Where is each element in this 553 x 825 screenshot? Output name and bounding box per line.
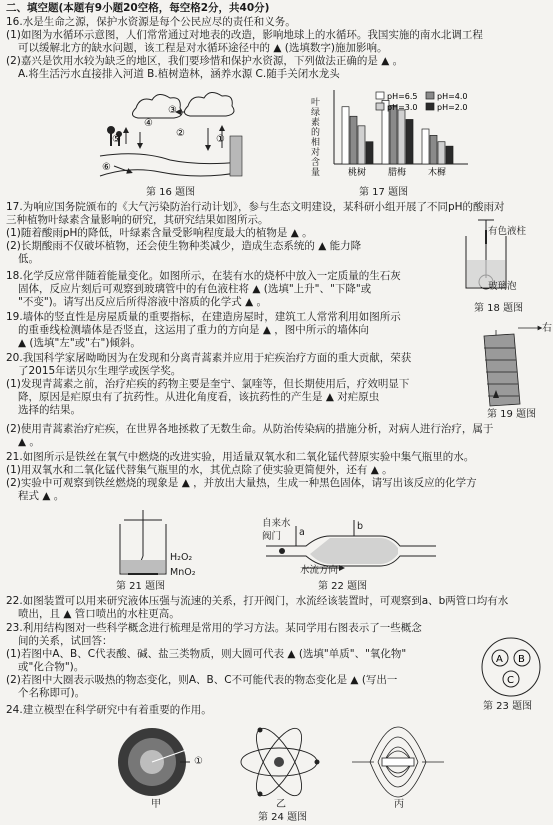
label-1: ① [216,134,225,145]
q20-line1: 20.我国科学家屠呦呦因为在发现和分离青蒿素并应用于疟疾治疗方面的重大贡献，荣获 [6,352,412,364]
fig23-caption: 第 23 题图 [483,701,533,712]
question-22 [6,595,547,621]
bar-2-0 [422,129,429,164]
legend-label: pH=4.0 [437,92,468,101]
bar-2-2 [438,142,445,164]
q23-line6: 个名称即可)。 [18,687,86,699]
circle-a-label: A [496,654,503,665]
legend-swatch [426,103,434,110]
label-4: ④ [144,118,153,129]
fig19-caption: 第 19 题图 [487,409,537,420]
fig18-caption: 第 18 题图 [474,303,524,314]
q23-line4: 或"化合物")。 [18,661,85,673]
magnetic-field-model [348,722,448,802]
chlorophyll-bar-chart [328,86,476,186]
concept-circles-diagram [480,636,542,698]
q20-line5: 选择的结果。 [18,404,81,416]
q22-line1: 22.如图装置可以用来研究液体压强与流速的关系，打开阀门，水流经该装置时，可观察到a、b两管口均有水 [6,595,509,607]
x-tick-label: 木樨 [428,168,447,178]
q16-line1: 16.水是生命之源，保护水资源是每个公民应尽的责任和义务。 [6,16,296,28]
question-24: 24.建立模型在科学研究中有着重要的作用。 [6,704,212,716]
q17-line4: (2)长期酸雨不仅破坏植物，还会使生物种类减少，造成生态系统的 ▲ 能力降 [6,240,362,252]
mno2-label: MnO₂ [170,567,196,578]
q19-line2: 的重垂线检测墙体是否竖直，这运用了重力的方向是 ▲ ，图中所示的墙体向 [18,324,369,336]
label-circle-1: ① [194,756,203,767]
fig16-caption: 第 16 题图 [146,187,196,198]
label-5: ⑤ [112,134,121,145]
q17-line3: (1)随着酸雨pH的降低，叶绿素含量受影响程度最大的植物是 ▲ 。 [6,227,313,239]
water-cycle-diagram [96,86,246,184]
bar-0-2 [358,126,365,164]
fig17-caption: 第 17 题图 [359,187,409,198]
question-20 [6,352,476,417]
bar-magnet-icon [382,758,414,766]
circle-b-label: B [518,654,525,665]
fig24-sub-a: 甲 [151,799,161,810]
question-16 [6,16,547,81]
bar-1-2 [398,110,405,164]
bar-2-3 [446,146,453,164]
q21-line4: 程式 ▲ 。 [18,490,65,502]
fig22-caption: 第 22 题图 [318,581,368,592]
bar-0-0 [342,107,349,164]
q18-line1: 18.化学反应常伴随着能量变化。如图所示，在装有水的烧杯中放入一定质量的生石灰 [6,270,401,282]
fig21-caption: 第 21 题图 [116,581,166,592]
bar-1-1 [390,105,397,164]
q20-line3: (1)发现青蒿素之前，治疗疟疾的药物主要是奎宁、氯喹等，但长期使用后，疗效明显下 [6,378,410,390]
q16-line4: (2)嘉兴是饮用水较为缺乏的地区，我们要珍惜和保护水资源，下列做法正确的是 ▲ 。 [6,55,404,67]
q21-line1: 21.如图所示是铁丝在氧气中燃烧的改进实验，用适量双氧水和二氧化锰代替原实验中集气瓶里的水。 [6,451,475,463]
nucleus-icon [274,757,284,767]
label-3: ③ [168,105,177,116]
legend-swatch [376,103,384,110]
legend-label: pH=3.0 [387,103,418,112]
q17-line5: 低。 [18,253,39,265]
question-20b [6,423,547,449]
q16-line3: 可以缓解北方的缺水问题，该工程是对水循环途径中的 ▲ (选填数字)施加影响。 [18,42,388,54]
q19-line3: ▲ (选填"左"或"右")倾斜。 [18,337,141,349]
valve-label: 阀门 [262,531,282,542]
q17-line2: 三种植物叶绿素含量影响的研究，其研究结果如图所示。 [6,214,269,226]
colored-liquid-label: 有色液柱 [488,226,527,237]
question-18 [6,270,426,309]
legend-label: pH=2.0 [437,103,468,112]
h2o2-label: H₂O₂ [170,552,193,563]
q21-line3: (2)实验中可观察到铁丝燃烧的现象是 ▲ ，并放出大量热，生成一种黑色固体，请写出该反应的化学方 [6,477,477,489]
section-header: 二、填空题(本题有9小题20空格，每空格2分，共40分) [6,2,270,14]
legend-swatch [426,92,434,99]
legend-label: pH=6.5 [387,92,418,101]
q23-line3: (1)若图中A、B、C代表酸、碱、盐三类物质，则大圆可代表 ▲ (选填"单质"、"氧化物" [6,648,407,660]
q16-line2: (1)如图为水循环示意图，人们常常通过对地表的改造，影响地球上的水循环。我国实施的南水北调工程 [6,29,483,41]
fig24-sub-c: 丙 [394,799,404,810]
flow-direction-label: 水流方向 [300,565,339,576]
bar-0-1 [350,116,357,164]
q20-line4: 降，原因是疟原虫有了抗药性。从进化角度看，该抗药性的产生是 ▲ 对疟原虫 [18,391,380,403]
bar-2-1 [430,135,437,164]
glass-bulb-label: 玻璃泡 [488,281,517,292]
q16-options: A.将生活污水直接排入河道 B.植树造林，涵养水源 C.随手关闭水龙头 [18,68,340,80]
fig17-ylabel: 叶 绿 素 的 相 对 含 量 [311,98,321,178]
q18-line2: 固体，反应片刻后可观察到玻璃管中的有色液柱将 ▲ (选填"上升"、"下降"或 [18,283,372,295]
x-tick-label: 桃树 [348,168,367,178]
bar-1-3 [406,119,413,164]
atom-model [238,722,320,802]
bar-0-3 [366,142,373,164]
q20-line6: (2)使用青蒿素治疗疟疾，在世界各地拯救了无数生命。从防治传染病的措施分析，对病人进行治疗，属于 [6,423,494,435]
earth-structure-model [114,722,204,802]
valve-icon [279,548,285,554]
label-2: ② [176,128,185,139]
q23-line5: (2)若图中大圈表示吸热的物态变化，则A、B、C不可能代表的物态变化是 ▲ (写出一 [6,674,398,686]
tap-water-label: 自来水 [262,518,291,529]
q19-line1: 19.墙体的竖直性是房屋质量的重要指标，在建造房屋时，建筑工人常常利用如图所示 [6,311,401,323]
q23-line2: 间的关系，试回答： [18,635,113,647]
q20-line7: ▲ 。 [18,436,40,448]
label-6: ⑥ [102,162,111,173]
q21-line2: (1)用双氧水和二氧化锰代替集气瓶里的水，其优点除了使实验更简便外，还有 ▲ 。 [6,464,393,476]
question-19 [6,311,466,350]
mountain-shape [230,136,242,176]
fig24-caption: 第 24 题图 [258,812,308,823]
circle-c-label: C [507,675,514,686]
fig24-sub-b: 乙 [276,799,286,810]
right-label: 右 [542,323,552,334]
q18-line3: "不变")。请写出反应后所得溶液中溶质的化学式 ▲ 。 [18,296,268,308]
q22-line2: 喷出，且 ▲ 管口喷出的水柱更高。 [18,608,180,620]
legend-swatch [376,92,384,99]
cloud-right-icon [184,92,234,116]
q23-line1: 23.利用结构图对一些科学概念进行梳理是常用的学习方法。某同学用右图表示了一些概念 [6,622,422,634]
x-tick-label: 腊梅 [388,168,407,178]
q20-line2: 了2015年诺贝尔生理学或医学奖。 [18,365,182,377]
plumb-line-wall [474,322,550,412]
tube-a-label: a [299,527,305,538]
question-23 [6,622,476,700]
q17-line1: 17.为响应国务院颁布的《大气污染防治行动计划》，参与生态文明建设，某科研小组开展了不同pH的酸雨对 [6,201,505,213]
tube-b-label: b [357,521,364,532]
question-21 [6,451,547,503]
